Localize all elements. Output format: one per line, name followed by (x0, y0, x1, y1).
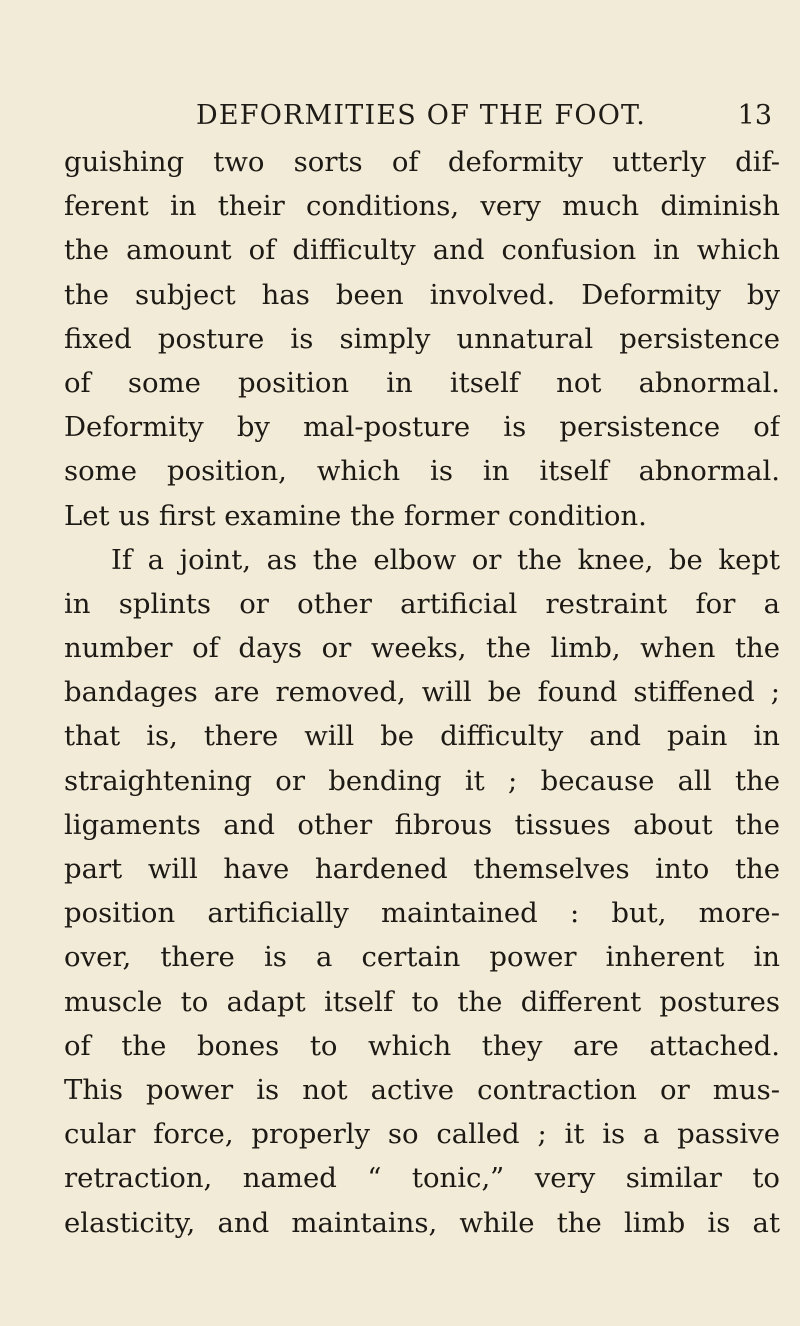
text-line: number of days or weeks, the limb, when the (64, 632, 780, 665)
page-number: 13 (737, 100, 772, 131)
text-line: If a joint, as the elbow or the knee, be kept (111, 543, 780, 576)
text-line: bandages are removed, will be found stiffened ; (64, 676, 780, 709)
text-line: retraction, named “ tonic,” very similar to (64, 1162, 780, 1195)
text-line: straightening or bending it ; because all the (64, 764, 780, 797)
text-line: that is, there will be difficulty and pain in (64, 720, 780, 753)
text-line: position artificially maintained : but, more- (64, 897, 780, 930)
running-title: DEFORMITIES OF THE FOOT. (196, 100, 647, 131)
text-line: elasticity, and maintains, while the limb is at (64, 1206, 780, 1239)
text-line: fixed posture is simply unnatural persistence (64, 322, 780, 355)
text-line: This power is not active contraction or mus- (64, 1073, 780, 1106)
text-line: in splints or other artificial restraint for a (64, 587, 780, 620)
text-line: ferent in their conditions, very much diminish (64, 190, 780, 223)
text-line: over, there is a certain power inherent in (64, 941, 780, 974)
text-line: the amount of difficulty and confusion in which (64, 234, 780, 267)
running-head (196, 96, 772, 136)
text-line: muscle to adapt itself to the different postures (64, 985, 780, 1018)
text-line: ligaments and other fibrous tissues about the (64, 808, 780, 841)
text-line: cular force, properly so called ; it is a passive (64, 1118, 780, 1151)
text-line: guishing two sorts of deformity utterly dif- (64, 146, 780, 178)
text-line: some position, which is in itself abnormal. (64, 455, 780, 488)
text-line: Deformity by mal-posture is persistence of (64, 411, 780, 444)
text-line: part will have hardened themselves into the (64, 853, 780, 885)
body-text (64, 140, 780, 1245)
text-line: of the bones to which they are attached. (64, 1029, 780, 1062)
text-line: the subject has been involved. Deformity by (64, 278, 780, 311)
text-line: Let us first examine the former condition. (64, 499, 647, 532)
text-line: of some position in itself not abnormal. (64, 366, 780, 399)
